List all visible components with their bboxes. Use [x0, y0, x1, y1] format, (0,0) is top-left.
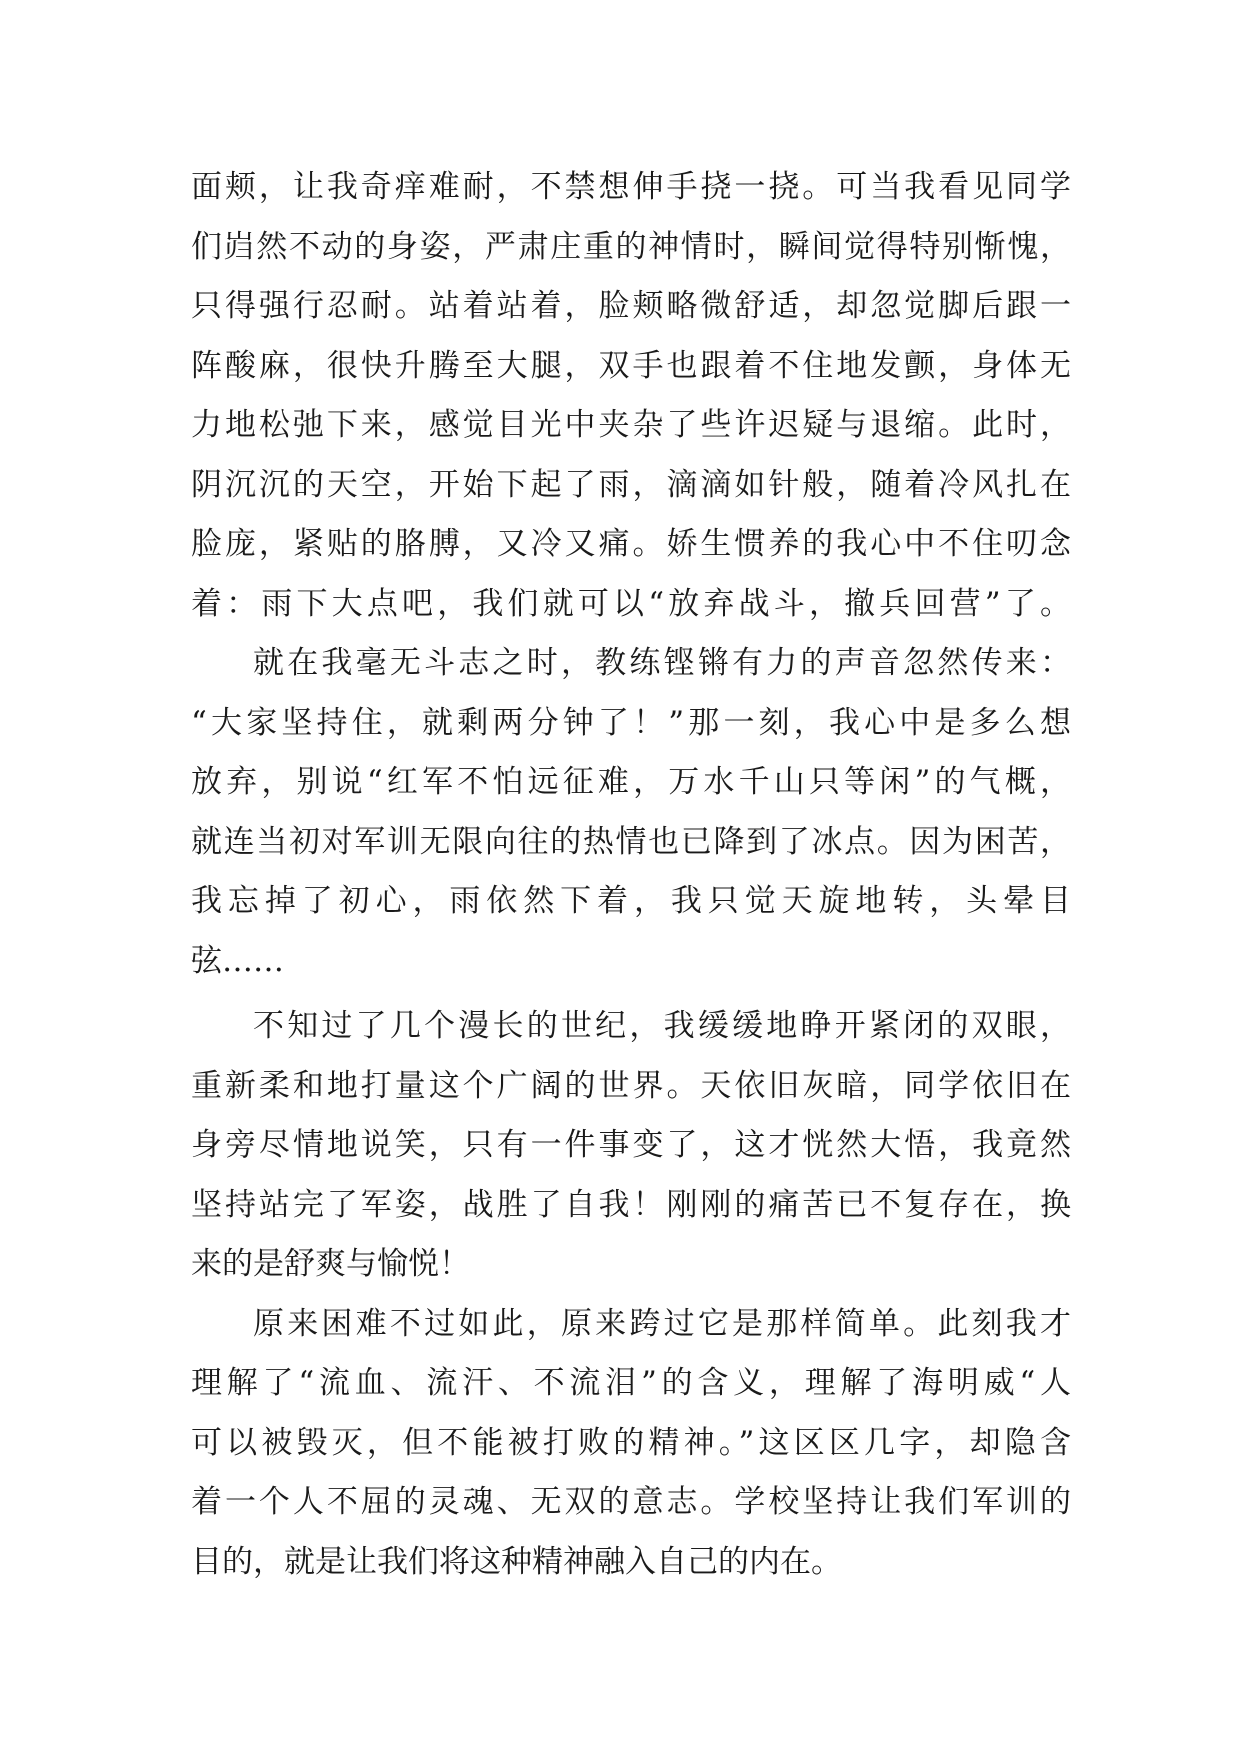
paragraph-4	[191, 1295, 1071, 1593]
text-line: 着一个人不屈的灵魂、无双的意志。学校坚持让我们军训的	[191, 1484, 1071, 1520]
text-line: 就在我毫无斗志之时，教练铿锵有力的声音忽然传来：	[253, 645, 1071, 681]
text-line: 目的，就是让我们将这种精神融入自己的内在。	[191, 1543, 842, 1580]
text-line: 面颊，让我奇痒难耐，不禁想伸手挠一挠。可当我看见同学	[191, 169, 1071, 205]
text-line: 阴沉沉的天空，开始下起了雨，滴滴如针般，随着冷风扎在	[191, 466, 1071, 503]
text-line: 放弃，别说“红军不怕远征难，万水千山只等闲”的气概，	[191, 764, 1071, 800]
text-line: 身旁尽情地说笑，只有一件事变了，这才恍然大悟，我竟然	[191, 1127, 1071, 1163]
text-line: 着：雨下大点吧，我们就可以“放弃战斗，撤兵回营”了。	[191, 585, 1071, 622]
text-line: 就连当初对军训无限向往的热情也已降到了冰点。因为困苦，	[191, 823, 1071, 860]
text-line: 理解了“流血、流汗、不流泪”的含义，理解了海明威“人	[191, 1365, 1071, 1401]
text-line: “大家坚持住，就剩两分钟了！”那一刻，我心中是多么想	[191, 704, 1071, 741]
text-line: 脸庞，紧贴的胳膊，又冷又痛。娇生惯养的我心中不住叨念	[191, 526, 1071, 562]
body-text	[191, 158, 1071, 1592]
text-line: 来的是舒爽与愉悦！	[191, 1246, 470, 1282]
text-line: 可以被毁灭，但不能被打败的精神。”这区区几字，却隐含	[191, 1424, 1071, 1461]
paragraph-1	[191, 158, 1071, 634]
text-line: 力地松弛下来，感觉目光中夹杂了些许迟疑与退缩。此时，	[191, 407, 1071, 443]
text-line: 不知过了几个漫长的世纪，我缓缓地睁开紧闭的双眼，	[253, 1008, 1071, 1044]
paragraph-3	[191, 997, 1071, 1295]
text-line: 阵酸麻，很快升腾至大腿，双手也跟着不住地发颤，身体无	[191, 347, 1071, 384]
paragraph-2	[191, 634, 1071, 991]
text-line: 原来困难不过如此，原来跨过它是那样简单。此刻我才	[253, 1305, 1071, 1342]
text-line: 只得强行忍耐。站着站着，脸颊略微舒适，却忽觉脚后跟一	[191, 288, 1071, 324]
text-line: 们岿然不动的身姿，严肃庄重的神情时，瞬间觉得特别惭愧，	[191, 228, 1071, 265]
text-line: 我忘掉了初心，雨依然下着，我只觉天旋地转，头晕目	[191, 883, 1071, 919]
text-line: 重新柔和地打量这个广阔的世界。天依旧灰暗，同学依旧在	[191, 1067, 1071, 1104]
text-line: 弦……	[191, 942, 284, 979]
text-line: 坚持站完了军姿，战胜了自我！刚刚的痛苦已不复存在，换	[191, 1186, 1071, 1223]
